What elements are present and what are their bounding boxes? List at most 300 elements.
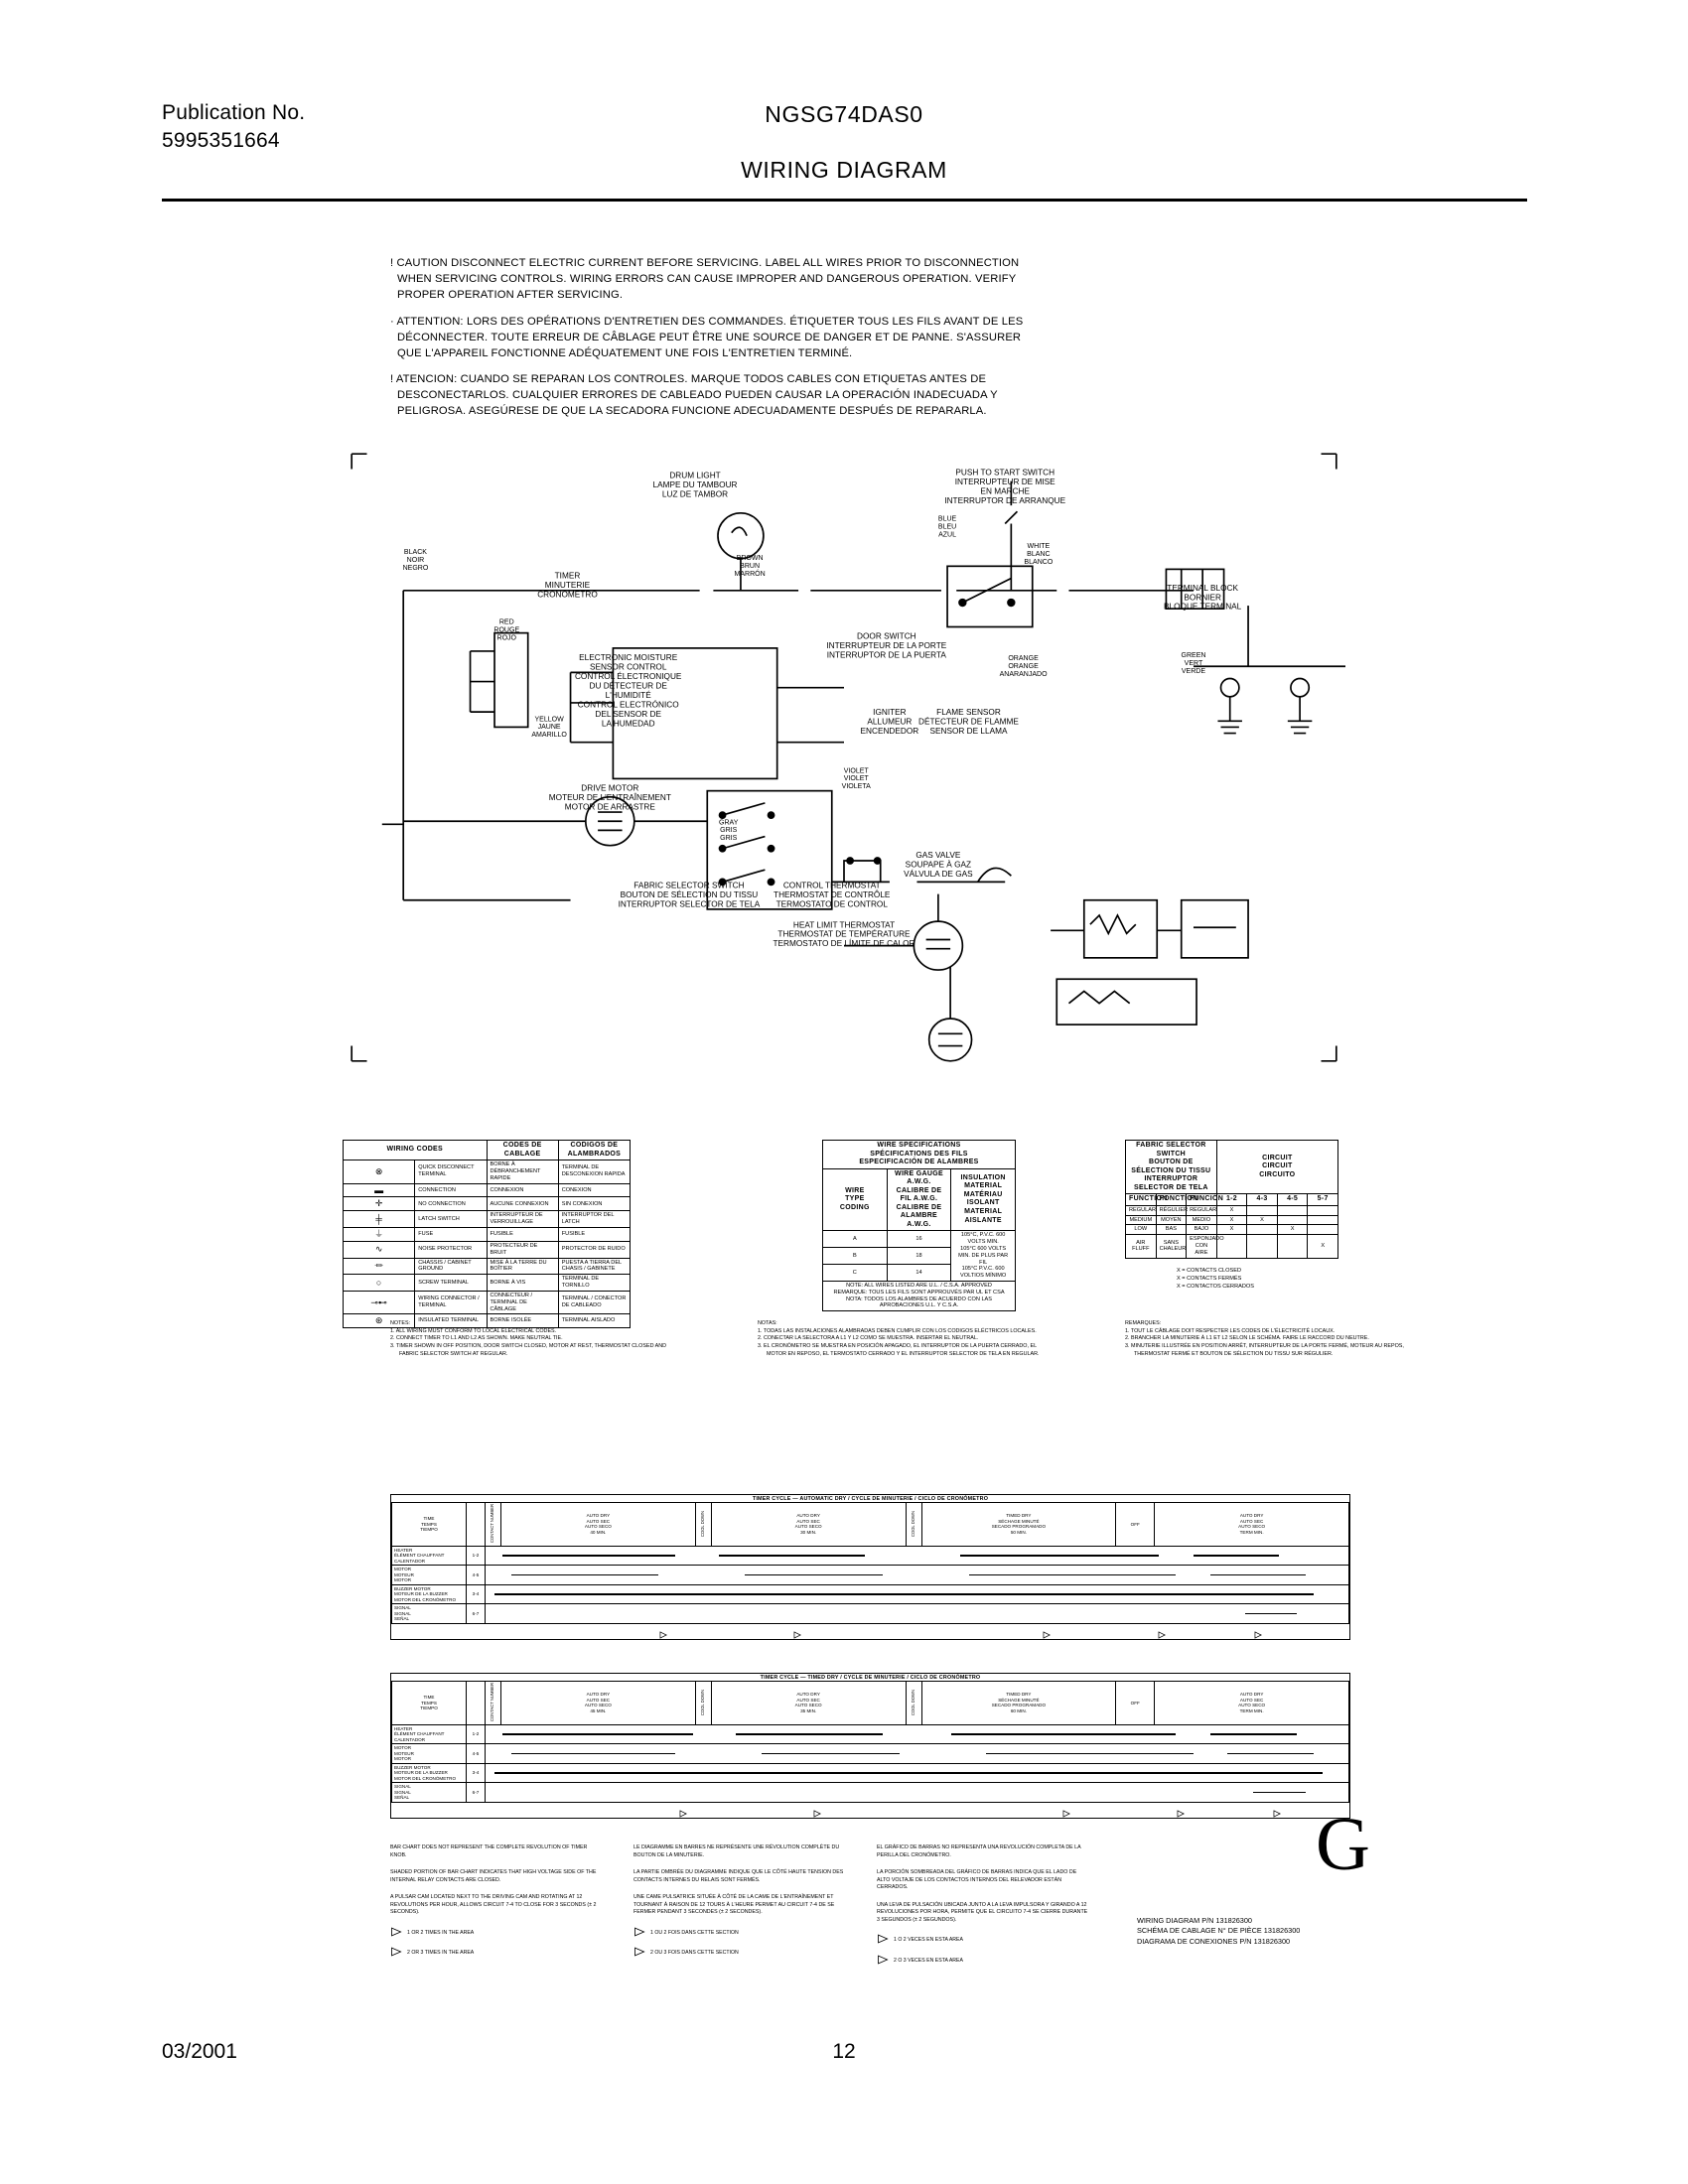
wire-spec-cell: 18 bbox=[887, 1248, 951, 1265]
column-header: OFF bbox=[1116, 1503, 1155, 1547]
timer-sequence-table bbox=[391, 1681, 1349, 1803]
flag-note-text: 1 O 2 VECES EN ESTA AREA bbox=[894, 1937, 963, 1944]
schematic-wires bbox=[352, 454, 1345, 1061]
wire-specs-footnote: NOTE: ALL WIRES LISTED ARE U.L. / C.S.A. APPROVED REMARQUE: TOUS LES FILS SONT APPROUVÉS PAR UL ET CSA NOTA: TODOS LOS ALAMBRES DE ACUERDO CON LAS APROBACIONES U.L. Y C.S.A. bbox=[823, 1282, 1016, 1311]
wiring-code-text: INTERRUPTEUR DE VERROUILLAGE bbox=[487, 1211, 558, 1228]
notes-spanish-heading: NOTAS: bbox=[758, 1320, 777, 1326]
chart-flag-row bbox=[391, 1624, 1349, 1638]
column-header: AUTO DRY AUTO SEC AUTO SECO 30 MIN. bbox=[711, 1503, 906, 1547]
schematic-wire-label: VIOLET VIOLET VIOLETA bbox=[841, 767, 871, 791]
timer-row-label: BUZZER MOTOR MOTEUR DE LA BUZZER MOTOR DEL CRONÓMETRO bbox=[392, 1763, 467, 1783]
table-row bbox=[392, 1763, 1349, 1783]
fabric-selector-circuit-title: CIRCUIT CIRCUIT CIRCUITO bbox=[1216, 1141, 1337, 1194]
column-header: FUNCIÓN bbox=[1187, 1194, 1217, 1206]
wiring-codes-table bbox=[343, 1140, 631, 1328]
timer-bar bbox=[502, 1733, 692, 1735]
timer-row-contact: 6-7 bbox=[467, 1604, 486, 1624]
caution-french: · ATTENTION: LORS DES OPÉRATIONS D'ENTRETIEN DES COMMANDES. ÉTIQUETER TOUS LES FILS AVANT DE LES DÉCONNECTER. TOUTE ERREUR DE CÂBLAGE PEUT ÊTRE UNE SOURCE DE DANGER ET DE PANNE. S'ASSURER QUE L'APPAREIL FONCTIONNE ADÉQUATEMENT UNE FOIS L'ENTRETIEN TERMINÉ. bbox=[390, 315, 1024, 359]
flag-note-text: 1 OR 2 TIMES IN THE AREA bbox=[407, 1929, 475, 1936]
note-item: 1. TODAS LAS INSTALACIONES ALAMBRADAS DEBEN CUMPLIR CON LOS CODIGOS ELÉCTRICOS LOCALES. bbox=[758, 1327, 1037, 1334]
selector-cell: X bbox=[1247, 1215, 1278, 1225]
notes-spanish bbox=[758, 1320, 1046, 1358]
bottom-notes-spanish bbox=[877, 1844, 1090, 1968]
flag-marker-icon bbox=[633, 1927, 646, 1941]
table-row bbox=[392, 1744, 1349, 1764]
page-title: WIRING DIAGRAM bbox=[741, 157, 947, 183]
timer-row-bars bbox=[486, 1724, 1349, 1744]
timer-bar bbox=[736, 1733, 883, 1735]
column-header: TIME TEMPS TIEMPO bbox=[392, 1503, 467, 1547]
wiring-code-text: BORNE À VIS bbox=[487, 1275, 558, 1292]
schematic-label-drive-motor: DRIVE MOTOR MOTEUR DE L'ENTRAÎNEMENT MOTOR DE ARRASTRE bbox=[548, 783, 671, 812]
caution-english: ! CAUTION DISCONNECT ELECTRIC CURRENT BEFORE SERVICING. LABEL ALL WIRES PRIOR TO DISCONNECTION WHEN SERVICING CONTROLS. WIRING ERRORS CAN CAUSE IMPROPER AND DANGEROUS OPERATION. VERIFY PROPER OPERATION AFTER SERVICING. bbox=[390, 257, 1020, 301]
schematic-label-timer: TIMER MINUTERIE CRONÓMETRO bbox=[537, 571, 598, 600]
timer-chart-2 bbox=[390, 1673, 1350, 1819]
list-item: X = CONTACTS CLOSED bbox=[1177, 1268, 1242, 1274]
wire-spec-cell: C bbox=[823, 1265, 888, 1282]
wiring-code-text: INTERRUPTOR DEL LATCH bbox=[558, 1211, 630, 1228]
wire-spec-cell: 16 bbox=[887, 1231, 951, 1248]
schematic-wire-label: BROWN BRUN MARRÓN bbox=[734, 555, 766, 579]
timer-row-label: SIGNAL SIGNAL SEÑAL bbox=[392, 1783, 467, 1803]
bottom-note-paragraph: LE DIAGRAMME EN BARRES NE REPRÉSENTE UNE RÉVOLUTION COMPLÈTE DU BOUTON DE LA MINUTERIE. bbox=[633, 1844, 840, 1858]
timer-row-bars bbox=[486, 1744, 1349, 1764]
notes-french-items bbox=[1125, 1328, 1413, 1359]
wiring-code-text: NO CONNECTION bbox=[415, 1197, 487, 1211]
schematic-wire-label: YELLOW JAUNE AMARILLO bbox=[531, 716, 567, 740]
table-row bbox=[344, 1258, 631, 1275]
timer-flag-marker bbox=[1177, 1805, 1186, 1813]
table-row bbox=[344, 1291, 631, 1313]
column-header-contact bbox=[467, 1682, 486, 1725]
selector-cell: MEDIUM bbox=[1126, 1215, 1157, 1225]
selector-cell: AIR FLUFF bbox=[1126, 1235, 1157, 1258]
selector-cell: REGULAR bbox=[1187, 1205, 1217, 1215]
wiring-code-text: FUSIBLE bbox=[487, 1228, 558, 1242]
timer-row-label: MOTOR MOTEUR MOTOR bbox=[392, 1566, 467, 1585]
flag-note bbox=[877, 1934, 1090, 1948]
table-row bbox=[392, 1604, 1349, 1624]
note-item: 2. CONECTAR LA SELECTORA A L1 Y L2 COMO SE MUESTRA. INSERTAR EL NEUTRAL. bbox=[758, 1335, 979, 1342]
schematic-wire-label: ORANGE ORANGE ANARANJADO bbox=[999, 655, 1048, 679]
selector-cell: BAS bbox=[1156, 1225, 1187, 1235]
wiring-code-symbol: ╪ bbox=[344, 1211, 415, 1228]
timer-sequence-table bbox=[391, 1502, 1349, 1624]
wire-spec-cell: 14 bbox=[887, 1265, 951, 1282]
fabric-selector-titles: FABRIC SELECTOR SWITCH BOUTON DE SÉLECTION DU TISSU INTERRUPTOR SELECTOR DE TELA bbox=[1126, 1141, 1217, 1194]
timer-bar bbox=[494, 1772, 1323, 1774]
wire-specs-body bbox=[823, 1231, 1016, 1282]
timer-bar bbox=[1210, 1733, 1297, 1735]
chart-title: TIMER CYCLE — TIMED DRY / CYCLE DE MINUTERIE / CICLO DE CRONÓMETRO bbox=[760, 1675, 981, 1681]
column-header: COOL DOWN bbox=[906, 1503, 921, 1547]
column-header: FONCTION bbox=[1156, 1194, 1187, 1206]
table-row bbox=[1126, 1215, 1338, 1225]
list-item: X = CONTACTOS CERRADOS bbox=[1177, 1284, 1254, 1291]
selector-cell bbox=[1308, 1225, 1338, 1235]
wiring-code-text: QUICK DISCONNECT TERMINAL bbox=[415, 1160, 487, 1183]
revision-mark: G bbox=[1316, 1803, 1370, 1886]
selector-cell: X bbox=[1216, 1205, 1247, 1215]
column-header: AUTO DRY AUTO SEC AUTO SECO 45 MIN. bbox=[501, 1682, 696, 1725]
timer-flag-marker bbox=[793, 1626, 802, 1634]
bottom-note-paragraph: BAR CHART DOES NOT REPRESENT THE COMPLETE REVOLUTION OF TIMER KNOB. bbox=[390, 1844, 588, 1858]
wiring-code-text: TERMINAL / CONECTOR DE CABLEADO bbox=[558, 1291, 630, 1313]
wiring-code-text: TERMINAL DE TORNILLO bbox=[558, 1275, 630, 1292]
column-header: 5-7 bbox=[1308, 1194, 1338, 1206]
wiring-schematic bbox=[343, 445, 1345, 1070]
flag-note-text: 2 O 3 VECES EN ESTA AREA bbox=[894, 1957, 963, 1964]
wiring-code-text: LATCH SWITCH bbox=[415, 1211, 487, 1228]
wire-spec-cell: A bbox=[823, 1231, 888, 1248]
schematic-wire-label: GRAY GRIS GRIS bbox=[719, 819, 739, 843]
bottom-note-paragraph: A PULSAR CAM LOCATED NEXT TO THE DRIVING CAM AND ROTATING AT 12 REVOLUTIONS PER HOUR, ALLOWS CIRCUIT 7-4 TO CLOSE FOR 3 SECONDS (± 2 SECONDS). bbox=[390, 1894, 597, 1916]
timer-bar bbox=[969, 1574, 1177, 1576]
selector-cell bbox=[1247, 1225, 1278, 1235]
note-item: 3. TIMER SHOWN IN OFF POSITION, DOOR SWITCH CLOSED, MOTOR AT REST, THERMOSTAT CLOSED AND FABRIC SELECTOR SWITCH AT REGULAR. bbox=[390, 1343, 667, 1357]
timer-row-contact: 6-7 bbox=[467, 1783, 486, 1803]
timer-row-label: HEATER ÉLÉMENT CHAUFFANT CALENTADOR bbox=[392, 1724, 467, 1744]
flag-marker-icon bbox=[633, 1947, 646, 1961]
publication-label: Publication No. bbox=[162, 101, 306, 124]
wiring-code-text: MISE À LA TERRE DU BOÎTIER bbox=[487, 1258, 558, 1275]
selector-cell bbox=[1308, 1205, 1338, 1215]
table-header-row bbox=[392, 1503, 1349, 1547]
note-item: 3. MINUTERIE ILLUSTRÉE EN POSITION ARRÊT, INTERRUPTEUR DE LA PORTE FERMÉ, MOTEUR AU REPOS, THERMOSTAT FERMÉ ET BOUTON DE SÉLECTION DU TISSU SUR RÉGULIER. bbox=[1125, 1343, 1404, 1357]
timer-flag-marker bbox=[1062, 1805, 1071, 1813]
column-header: TIMED DRY SÉCHAGE MINUTÉ SECADO PROGRAMADO 60 MIN. bbox=[921, 1682, 1116, 1725]
flag-note bbox=[877, 1955, 1090, 1969]
flag-marker-icon bbox=[390, 1927, 403, 1941]
schematic-label-heat-limit-thermostat: HEAT LIMIT THERMOSTAT THERMOSTAT DE TEMPÉRATURE TERMOSTATO DE LÍMITE DE CALOR bbox=[773, 920, 915, 949]
bottom-note-paragraph: EL GRÁFICO DE BARRAS NO REPRESENTA UNA REVOLUCIÓN COMPLETA DE LA PERILLA DEL CRONÓMETRO. bbox=[877, 1844, 1081, 1858]
timer-row-label: SIGNAL SIGNAL SEÑAL bbox=[392, 1604, 467, 1624]
wiring-code-text: BORNE ISOLÉE bbox=[487, 1314, 558, 1328]
table-header-row bbox=[392, 1682, 1349, 1725]
timer-flag-marker bbox=[1273, 1805, 1282, 1813]
table-row bbox=[344, 1197, 631, 1211]
flag-marker-icon bbox=[390, 1947, 403, 1961]
wiring-code-text: CONNECTEUR / TERMINAL DE CÂBLAGE bbox=[487, 1291, 558, 1313]
selector-cell: LOW bbox=[1126, 1225, 1157, 1235]
bottom-note-paragraph: UNA LEVA DE PULSACIÓN UBICADA JUNTO A LA LEVA IMPULSORA Y GIRANDO A 12 REVOLUCIONES POR HORA, PERMITE QUE EL CIRCUITO 7-4 SE CIERRE DURANTE 3 SEGUNDOS (± 2 SEGUNDOS). bbox=[877, 1901, 1088, 1923]
timer-bar bbox=[511, 1574, 658, 1576]
wire-specs-col-type: WIRE TYPE CODING bbox=[823, 1168, 888, 1231]
note-item: 1. ALL WIRING MUST CONFORM TO LOCAL ELECTRICAL CODES. bbox=[390, 1327, 557, 1334]
schematic-component-labels bbox=[537, 469, 1241, 949]
timer-bar bbox=[1253, 1792, 1305, 1794]
column-header: TIMED DRY SÉCHAGE MINUTÉ SECADO PROGRAMADO 50 MIN. bbox=[921, 1503, 1116, 1547]
wire-specifications-table bbox=[822, 1140, 1016, 1311]
wiring-code-symbol: ⏚ bbox=[344, 1228, 415, 1242]
flag-note-text: 1 OU 2 FOIS DANS CETTE SECTION bbox=[650, 1929, 739, 1936]
flag-note bbox=[390, 1927, 604, 1941]
note-item: 1. TOUT LE CÂBLAGE DOIT RESPECTER LES CODES DE L'ÉLECTRICITÉ LOCAUX. bbox=[1125, 1327, 1336, 1334]
wiring-code-text: INSULATED TERMINAL bbox=[415, 1314, 487, 1328]
timer-chart-1 bbox=[390, 1494, 1350, 1640]
wiring-code-text: SIN CONEXION bbox=[558, 1197, 630, 1211]
column-header: FUNCTION bbox=[1126, 1194, 1157, 1206]
wiring-code-symbol: ⏛ bbox=[344, 1258, 415, 1275]
caution-spanish: ! ATENCION: CUANDO SE REPARAN LOS CONTROLES. MARQUE TODOS CABLES CON ETIQUETAS ANTES DE DESCONECTARLOS. CUALQUIER ERRORES DE CABLEADO PUEDEN CAUSAR LA OPERACIÓN INADECUADA Y PELIGROSA. ASEGÚRESE DE QUE LA SECADORA FUNCIONE ADECUADAMENTE DESPUÉS DE REPARARLA. bbox=[390, 373, 998, 418]
selector-cell: MEDIO bbox=[1187, 1215, 1217, 1225]
wiring-code-text: PROTECTOR DE RUIDO bbox=[558, 1242, 630, 1259]
timer-row-contact: 3-4 bbox=[467, 1584, 486, 1604]
wire-spec-insulation: 105°C, P.V.C. 600 VOLTS MIN. 105°C 600 VOLTS MIN. DE PLUS PAR FIL 105°C P.V.C. 600 VOLTIOS MÍNIMO bbox=[951, 1231, 1016, 1282]
timer-row-label: MOTOR MOTEUR MOTOR bbox=[392, 1744, 467, 1764]
note-item: 3. EL CRONÓMETRO SE MUESTRA EN POSICIÓN APAGADO, EL INTERRUPTOR DE LA PUERTA CERRADO, EL MOTOR EN REPOSO, EL TERMOSTATO CERRADO Y EL INTERRUPTOR SELECTOR DE TELA EN REGULAR. bbox=[758, 1343, 1040, 1357]
schematic-label-terminal-block: TERMINAL BLOCK BORNIER BLOQUE TERMINAL bbox=[1164, 583, 1242, 612]
selector-cell bbox=[1277, 1205, 1308, 1215]
schematic-label-electronic-moisture-sensor: ELECTRONIC MOISTURE SENSOR CONTROL CONTROL ÉLECTRONIQUE DU DÉTECTEUR DE L'HUMIDITÉ CONTROL ELECTRÓNICO DEL SENSOR DE LA HUMEDAD bbox=[574, 653, 682, 729]
column-header: 4-3 bbox=[1247, 1194, 1278, 1206]
wire-specs-header-row bbox=[823, 1168, 1016, 1231]
selector-cell bbox=[1247, 1205, 1278, 1215]
schematic-label-drum-light: DRUM LIGHT LAMPE DU TAMBOUR LUZ DE TAMBOR bbox=[652, 471, 738, 499]
timer-row-contact: 4-5 bbox=[467, 1566, 486, 1585]
flag-note-text: 2 OR 3 TIMES IN THE AREA bbox=[407, 1950, 475, 1957]
selector-cell: RÉGULIER bbox=[1156, 1205, 1187, 1215]
wiring-code-symbol: ⊛ bbox=[344, 1314, 415, 1328]
bottom-notes-french bbox=[633, 1844, 847, 1961]
timer-bar bbox=[1245, 1613, 1297, 1615]
schematic-wire-label: GREEN VERT VERDE bbox=[1181, 652, 1206, 675]
schematic-wire-label: BLACK NOIR NEGRO bbox=[402, 549, 429, 572]
notes-english-items bbox=[390, 1328, 678, 1359]
wiring-code-symbol: ○ bbox=[344, 1275, 415, 1292]
schematic-label-fabric-selector-switch: FABRIC SELECTOR SWITCH BOUTON DE SÉLECTION DU TISSU INTERRUPTOR SELECTOR DE TELA bbox=[618, 881, 761, 909]
note-item: 2. CONNECT TIMER TO L1 AND L2 AS SHOWN. MAKE NEUTRAL TIE. bbox=[390, 1335, 563, 1342]
table-row bbox=[392, 1783, 1349, 1803]
selector-cell bbox=[1247, 1235, 1278, 1258]
column-header-contact bbox=[467, 1503, 486, 1547]
flag-note bbox=[390, 1947, 604, 1961]
selector-cell: REGULAR bbox=[1126, 1205, 1157, 1215]
caution-block bbox=[390, 256, 1046, 420]
wiring-code-text: SCREW TERMINAL bbox=[415, 1275, 487, 1292]
wiring-codes-header-row bbox=[344, 1141, 631, 1160]
fabric-selector-table bbox=[1125, 1140, 1338, 1259]
notes-french-heading: REMARQUES: bbox=[1125, 1320, 1162, 1326]
schematic-wire-labels bbox=[403, 515, 1206, 842]
column-header: OFF bbox=[1116, 1682, 1155, 1725]
timer-row-bars bbox=[486, 1584, 1349, 1604]
bottom-note-paragraph: UNE CAME PULSATRICE SITUÉE À CÔTÉ DE LA CAME DE L'ENTRAÎNEMENT ET TOURNANT À RAISON DE 12 TOURS À L'HEURE PERMET AU CIRCUIT 7-4 DE SE FERMER PENDANT 3 SECONDES (± 2 SECONDES). bbox=[633, 1894, 835, 1916]
table-row bbox=[344, 1183, 631, 1197]
schematic-label-push-to-start-switch: PUSH TO START SWITCH INTERRUPTEUR DE MISE EN MARCHE INTERRUPTOR DE ARRANQUE bbox=[944, 468, 1066, 506]
bottom-note-paragraph: SHADED PORTION OF BAR CHART INDICATES THAT HIGH VOLTAGE SIDE OF THE INTERNAL RELAY CONTACTS ARE CLOSED. bbox=[390, 1869, 597, 1883]
timer-bar bbox=[960, 1555, 1159, 1557]
table-row bbox=[344, 1211, 631, 1228]
selector-cell bbox=[1277, 1235, 1308, 1258]
column-header: 4-5 bbox=[1277, 1194, 1308, 1206]
timer-flag-marker bbox=[1254, 1626, 1263, 1634]
column-header: AUTO DRY AUTO SEC AUTO SECO 40 MIN. bbox=[501, 1503, 696, 1547]
column-header: 1-2 bbox=[1216, 1194, 1247, 1206]
wiring-code-symbol: ⊸⊷ bbox=[344, 1291, 415, 1313]
column-header: COOL DOWN bbox=[906, 1682, 921, 1725]
timer-flag-marker bbox=[1158, 1626, 1167, 1634]
timer-flag-marker bbox=[659, 1626, 668, 1634]
bottom-notes-english bbox=[390, 1844, 604, 1961]
table-row bbox=[344, 1275, 631, 1292]
timer-row-label: BUZZER MOTOR MOTEUR DE LA BUZZER MOTOR DEL CRONÓMETRO bbox=[392, 1584, 467, 1604]
timer-row-contact: 4-5 bbox=[467, 1744, 486, 1764]
timer-bar bbox=[1210, 1574, 1306, 1576]
column-header: AUTO DRY AUTO SEC AUTO SECO TERM MIN. bbox=[1155, 1503, 1349, 1547]
wiring-code-symbol: ✛ bbox=[344, 1197, 415, 1211]
timer-bar bbox=[986, 1753, 1194, 1755]
wiring-code-symbol: ▬ bbox=[344, 1183, 415, 1197]
wiring-code-text: FUSE bbox=[415, 1228, 487, 1242]
list-item: X = CONTACTS FERMÉS bbox=[1177, 1276, 1242, 1283]
wiring-code-text: PROTECTEUR DE BRUIT bbox=[487, 1242, 558, 1259]
table-row bbox=[823, 1231, 1016, 1248]
table-row bbox=[344, 1160, 631, 1183]
schematic-label-gas-valve: GAS VALVE SOUPAPE À GAZ VÁLVULA DE GAS bbox=[904, 850, 973, 879]
wiring-codes-header-en: WIRING CODES bbox=[344, 1141, 488, 1160]
table-row bbox=[392, 1546, 1349, 1566]
wiring-code-text: NOISE PROTECTOR bbox=[415, 1242, 487, 1259]
timer-row-label: HEATER ÉLÉMENT CHAUFFANT CALENTADOR bbox=[392, 1546, 467, 1566]
column-header: COOL DOWN bbox=[695, 1503, 711, 1547]
table-row bbox=[392, 1566, 1349, 1585]
wiring-code-symbol: ∿ bbox=[344, 1242, 415, 1259]
schematic-label-door-switch: DOOR SWITCH INTERRUPTEUR DE LA PORTE INTERRUPTOR DE LA PUERTA bbox=[826, 631, 947, 660]
timer-row-bars bbox=[486, 1783, 1349, 1803]
footer-date: 03/2001 bbox=[162, 2040, 237, 2063]
timer-row-bars bbox=[486, 1763, 1349, 1783]
flag-note bbox=[633, 1927, 847, 1941]
timer-bar bbox=[762, 1753, 900, 1755]
flag-marker-icon bbox=[877, 1955, 890, 1969]
table-row bbox=[392, 1584, 1349, 1604]
wiring-code-text: BORNE À DÉBRANCHEMENT RAPIDE bbox=[487, 1160, 558, 1183]
flag-note-text: 2 OU 3 FOIS DANS CETTE SECTION bbox=[650, 1950, 739, 1957]
timer-row-contact: 1-2 bbox=[467, 1546, 486, 1566]
timer-bar bbox=[1194, 1555, 1280, 1557]
part-number-block bbox=[1137, 1916, 1300, 1947]
column-header: AUTO DRY AUTO SEC AUTO SECO TERM MIN. bbox=[1155, 1682, 1349, 1725]
model-number: NGSG74DAS0 bbox=[765, 101, 923, 127]
fabric-selector-key bbox=[1177, 1267, 1254, 1291]
wiring-code-text: AUCUNE CONNEXION bbox=[487, 1197, 558, 1211]
wiring-code-text: TERMINAL DE DESCONEXION RAPIDA bbox=[558, 1160, 630, 1183]
schematic-label-igniter: IGNITER ALLUMEUR ENCENDEDOR bbox=[860, 708, 919, 737]
bottom-note-paragraph: LA PORCIÓN SOMBREADA DEL GRÁFICO DE BARRAS INDICA QUE EL LADO DE ALTO VOLTAJE DE LOS CONTACTOS INTERNOS DEL RELEVADOR ESTÁN CERRADOS. bbox=[877, 1869, 1077, 1891]
table-row bbox=[344, 1228, 631, 1242]
wire-specs-titles: WIRE SPECIFICATIONS SPÉCIFICATIONS DES FILS ESPECIFICACIÓN DE ALAMBRES bbox=[823, 1141, 1016, 1169]
fabric-selector-body bbox=[1126, 1205, 1338, 1258]
schematic-wire-label: RED ROUGE ROJO bbox=[493, 618, 520, 642]
wiring-code-text: PUESTA A TIERRA DEL CHASIS / GABINETE bbox=[558, 1258, 630, 1275]
timer-bar bbox=[719, 1555, 866, 1557]
selector-cell bbox=[1308, 1215, 1338, 1225]
wiring-code-text: CHASSIS / CABINET GROUND bbox=[415, 1258, 487, 1275]
chart-title: TIMER CYCLE — AUTOMATIC DRY / CYCLE DE MINUTERIE / CICLO DE CRONÓMETRO bbox=[752, 1496, 989, 1502]
selector-cell: ESPONJADO CON AIRE bbox=[1187, 1235, 1217, 1258]
timer-flag-marker bbox=[679, 1805, 688, 1813]
table-row bbox=[1126, 1225, 1338, 1235]
wiring-code-symbol: ⊗ bbox=[344, 1160, 415, 1183]
schematic-label-flame-sensor: FLAME SENSOR DÉTECTEUR DE FLAMME SENSOR DE LLAMA bbox=[918, 708, 1019, 737]
publication-number: 5995351664 bbox=[162, 128, 280, 152]
notes-french bbox=[1125, 1320, 1413, 1358]
timer-row-bars bbox=[486, 1604, 1349, 1624]
selector-cell bbox=[1277, 1215, 1308, 1225]
notes-english bbox=[390, 1320, 678, 1358]
timer-bar bbox=[951, 1733, 1176, 1735]
part-number-es: DIAGRAMA DE CONEXIONES P/N 131826300 bbox=[1137, 1936, 1291, 1946]
part-number-fr: SCHÉMA DE CABLAGE N° DE PIÈCE 131826300 bbox=[1137, 1926, 1301, 1936]
schematic-svg bbox=[343, 445, 1345, 1070]
footer-page-number: 12 bbox=[832, 2040, 856, 2063]
schematic-wire-label: WHITE BLANC BLANCO bbox=[1024, 542, 1054, 566]
bottom-note-paragraph: LA PARTIE OMBRÉE DU DIAGRAMME INDIQUE QUE LE CÔTÉ HAUTE TENSION DES CONTACTS INTERNES DU RELAIS SONT FERMÉS. bbox=[633, 1869, 844, 1883]
schematic-wire-label: BLUE BLEU AZUL bbox=[937, 515, 957, 539]
wiring-code-text: CONNEXION bbox=[487, 1183, 558, 1197]
timer-flag-marker bbox=[813, 1805, 822, 1813]
notes-spanish-items bbox=[758, 1328, 1046, 1359]
fabric-selector-header-row bbox=[1126, 1194, 1338, 1206]
wiring-code-text: WIRING CONNECTOR / TERMINAL bbox=[415, 1291, 487, 1313]
flag-note bbox=[633, 1947, 847, 1961]
notes-row bbox=[390, 1320, 1404, 1430]
selector-cell: MOYEN bbox=[1156, 1215, 1187, 1225]
selector-cell: X bbox=[1216, 1225, 1247, 1235]
column-header: COOL DOWN bbox=[695, 1682, 711, 1725]
wiring-code-text: CONEXION bbox=[558, 1183, 630, 1197]
timer-bar bbox=[502, 1555, 675, 1557]
timer-row-contact: 3-4 bbox=[467, 1763, 486, 1783]
table-row bbox=[1126, 1235, 1338, 1258]
wire-specs-col-gauge: WIRE GAUGE A.W.G. CALIBRE DE FIL A.W.G. CALIBRE DE ALAMBRE A.W.G. bbox=[887, 1168, 951, 1231]
note-item: 2. BRANCHER LA MINUTERIE À L1 ET L2 SELON LE SCHÉMA. FAIRE LE RACCORD DU NEUTRE. bbox=[1125, 1335, 1369, 1342]
part-number-en: WIRING DIAGRAM P/N 131826300 bbox=[1137, 1916, 1252, 1925]
timer-bar bbox=[1227, 1753, 1314, 1755]
selector-cell: BAJO bbox=[1187, 1225, 1217, 1235]
timer-row-bars bbox=[486, 1546, 1349, 1566]
wiring-code-text: TERMINAL AISLADO bbox=[558, 1314, 630, 1328]
wiring-codes-header-es: CODIGOS DE ALAMBRADOS bbox=[558, 1141, 630, 1160]
timer-flag-marker bbox=[1043, 1626, 1052, 1634]
selector-cell: SANS CHALEUR bbox=[1156, 1235, 1187, 1258]
schematic-label-control-thermostat: CONTROL THERMOSTAT THERMOSTAT DE CONTRÔLE TERMOSTATO DE CONTROL bbox=[774, 881, 891, 909]
timer-bar bbox=[745, 1574, 883, 1576]
column-header: AUTO DRY AUTO SEC AUTO SECO 35 MIN. bbox=[711, 1682, 906, 1725]
timer-row-bars bbox=[486, 1566, 1349, 1585]
selector-cell: X bbox=[1216, 1215, 1247, 1225]
wiring-code-text: FUSIBLE bbox=[558, 1228, 630, 1242]
wiring-codes-header-fr: CODES DE CABLAGE bbox=[487, 1141, 558, 1160]
timer-bar bbox=[494, 1593, 1315, 1595]
column-header: CONTACT NUMBER bbox=[486, 1503, 501, 1547]
timer-row-contact: 1-2 bbox=[467, 1724, 486, 1744]
flag-marker-icon bbox=[877, 1934, 890, 1948]
selector-cell: X bbox=[1277, 1225, 1308, 1235]
table-row bbox=[392, 1724, 1349, 1744]
wire-spec-cell: B bbox=[823, 1248, 888, 1265]
timer-bar bbox=[511, 1753, 675, 1755]
chart-flag-row bbox=[391, 1803, 1349, 1817]
wiring-codes-body bbox=[344, 1160, 631, 1328]
wiring-code-text: CONNECTION bbox=[415, 1183, 487, 1197]
table-row bbox=[1126, 1205, 1338, 1215]
table-row bbox=[344, 1242, 631, 1259]
column-header: TIME TEMPS TIEMPO bbox=[392, 1682, 467, 1725]
header-divider bbox=[162, 199, 1527, 202]
column-header: CONTACT NUMBER bbox=[486, 1682, 501, 1725]
